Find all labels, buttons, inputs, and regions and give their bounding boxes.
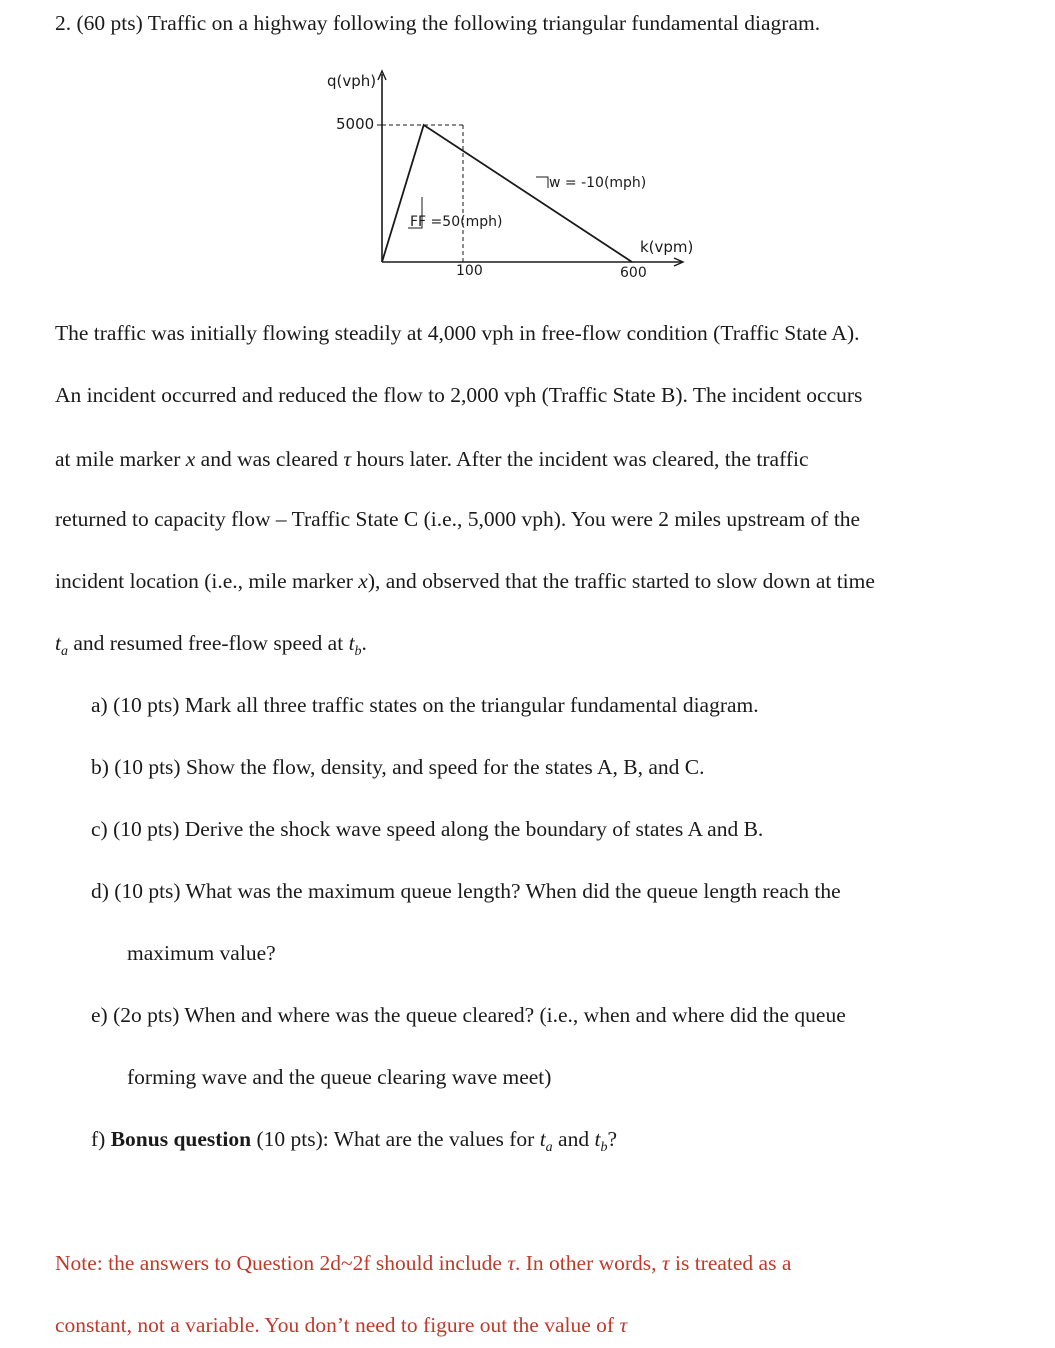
body-text: and resumed free-flow speed at: [67, 631, 349, 655]
variable-tau: τ: [661, 1251, 670, 1275]
note-text: . In other words,: [515, 1251, 662, 1275]
body-line-1: The traffic was initially flowing steadily at 4,000 vph in free-flow condition (Traffic State A).: [55, 321, 860, 345]
variable-t: t: [348, 631, 355, 655]
subscript-b: b: [354, 644, 362, 659]
variable-tau: τ: [343, 447, 352, 471]
free-flow-label: FF =50(mph): [410, 214, 503, 230]
body-text: at mile marker: [55, 447, 186, 471]
body-text: (10 pts): What are the values for: [251, 1127, 540, 1151]
wave-slope-marker: [536, 177, 548, 188]
variable-tau: τ: [507, 1251, 516, 1275]
part-a: a) (10 pts) Mark all three traffic states on the triangular fundamental diagram.: [91, 693, 759, 717]
subscript-b: b: [600, 1140, 608, 1155]
variable-x: x: [358, 569, 368, 593]
variable-t: t: [55, 631, 61, 655]
part-d-line-1: d) (10 pts) What was the maximum queue length? When did the queue length reach the: [91, 879, 841, 903]
body-line-4: returned to capacity flow – Traffic State C (i.e., 5,000 vph). You were 2 miles upstream of the: [55, 507, 861, 531]
critical-density-label: 100: [456, 263, 483, 279]
question-title: 2. (60 pts) Traffic on a highway following the following triangular fundamental diagram.: [55, 11, 821, 35]
body-line-2: An incident occurred and reduced the flow to 2,000 vph (Traffic State B). The incident occurs: [55, 383, 863, 407]
capacity-label: 5000: [336, 115, 375, 133]
body-text: incident location (i.e., mile marker: [55, 569, 359, 593]
part-c: c) (10 pts) Derive the shock wave speed along the boundary of states A and B.: [91, 817, 764, 841]
part-e-line-1: e) (2o pts) When and where was the queue cleared? (i.e., when and where did the queue: [91, 1003, 846, 1027]
body-line-3: [55, 445, 809, 473]
body-line-5: [55, 567, 875, 595]
note-line-2: [55, 1311, 627, 1339]
note-text: Note: the answers to Question 2d~2f should include: [55, 1251, 508, 1275]
body-text: ), and observed that the traffic started to slow down at time: [367, 569, 875, 593]
variable-t: t: [539, 1127, 546, 1151]
subscript-a: a: [545, 1140, 553, 1155]
part-d-line-2: maximum value?: [127, 941, 276, 965]
body-text: and: [552, 1127, 595, 1151]
subscript-a: a: [60, 644, 68, 659]
y-axis-label: q(vph): [327, 72, 377, 90]
jam-density-label: 600: [620, 265, 647, 281]
variable-tau: τ: [619, 1313, 628, 1337]
body-text: ?: [607, 1127, 617, 1151]
fundamental-diagram: [0, 0, 1055, 300]
x-axis-label: k(vpm): [640, 238, 694, 256]
body-text: .: [361, 631, 367, 655]
note-text: constant, not a variable. You don’t need to figure out the value of: [55, 1313, 620, 1337]
body-text: hours later. After the incident was cleared, the traffic: [351, 447, 809, 471]
wave-label: w = -10(mph): [549, 175, 647, 191]
body-text: and was cleared: [195, 447, 344, 471]
body-text: f): [91, 1127, 111, 1151]
part-f: [91, 1125, 617, 1162]
part-e-line-2: forming wave and the queue clearing wave meet): [127, 1065, 552, 1089]
body-line-6: [55, 629, 367, 666]
bonus-label: Bonus question: [110, 1127, 252, 1151]
fundamental-diagram-line: [382, 125, 632, 262]
part-b: b) (10 pts) Show the flow, density, and speed for the states A, B, and C.: [91, 755, 705, 779]
note-text: is treated as a: [669, 1251, 792, 1275]
note-line-1: [55, 1249, 791, 1277]
variable-t: t: [594, 1127, 601, 1151]
variable-x: x: [185, 447, 196, 471]
